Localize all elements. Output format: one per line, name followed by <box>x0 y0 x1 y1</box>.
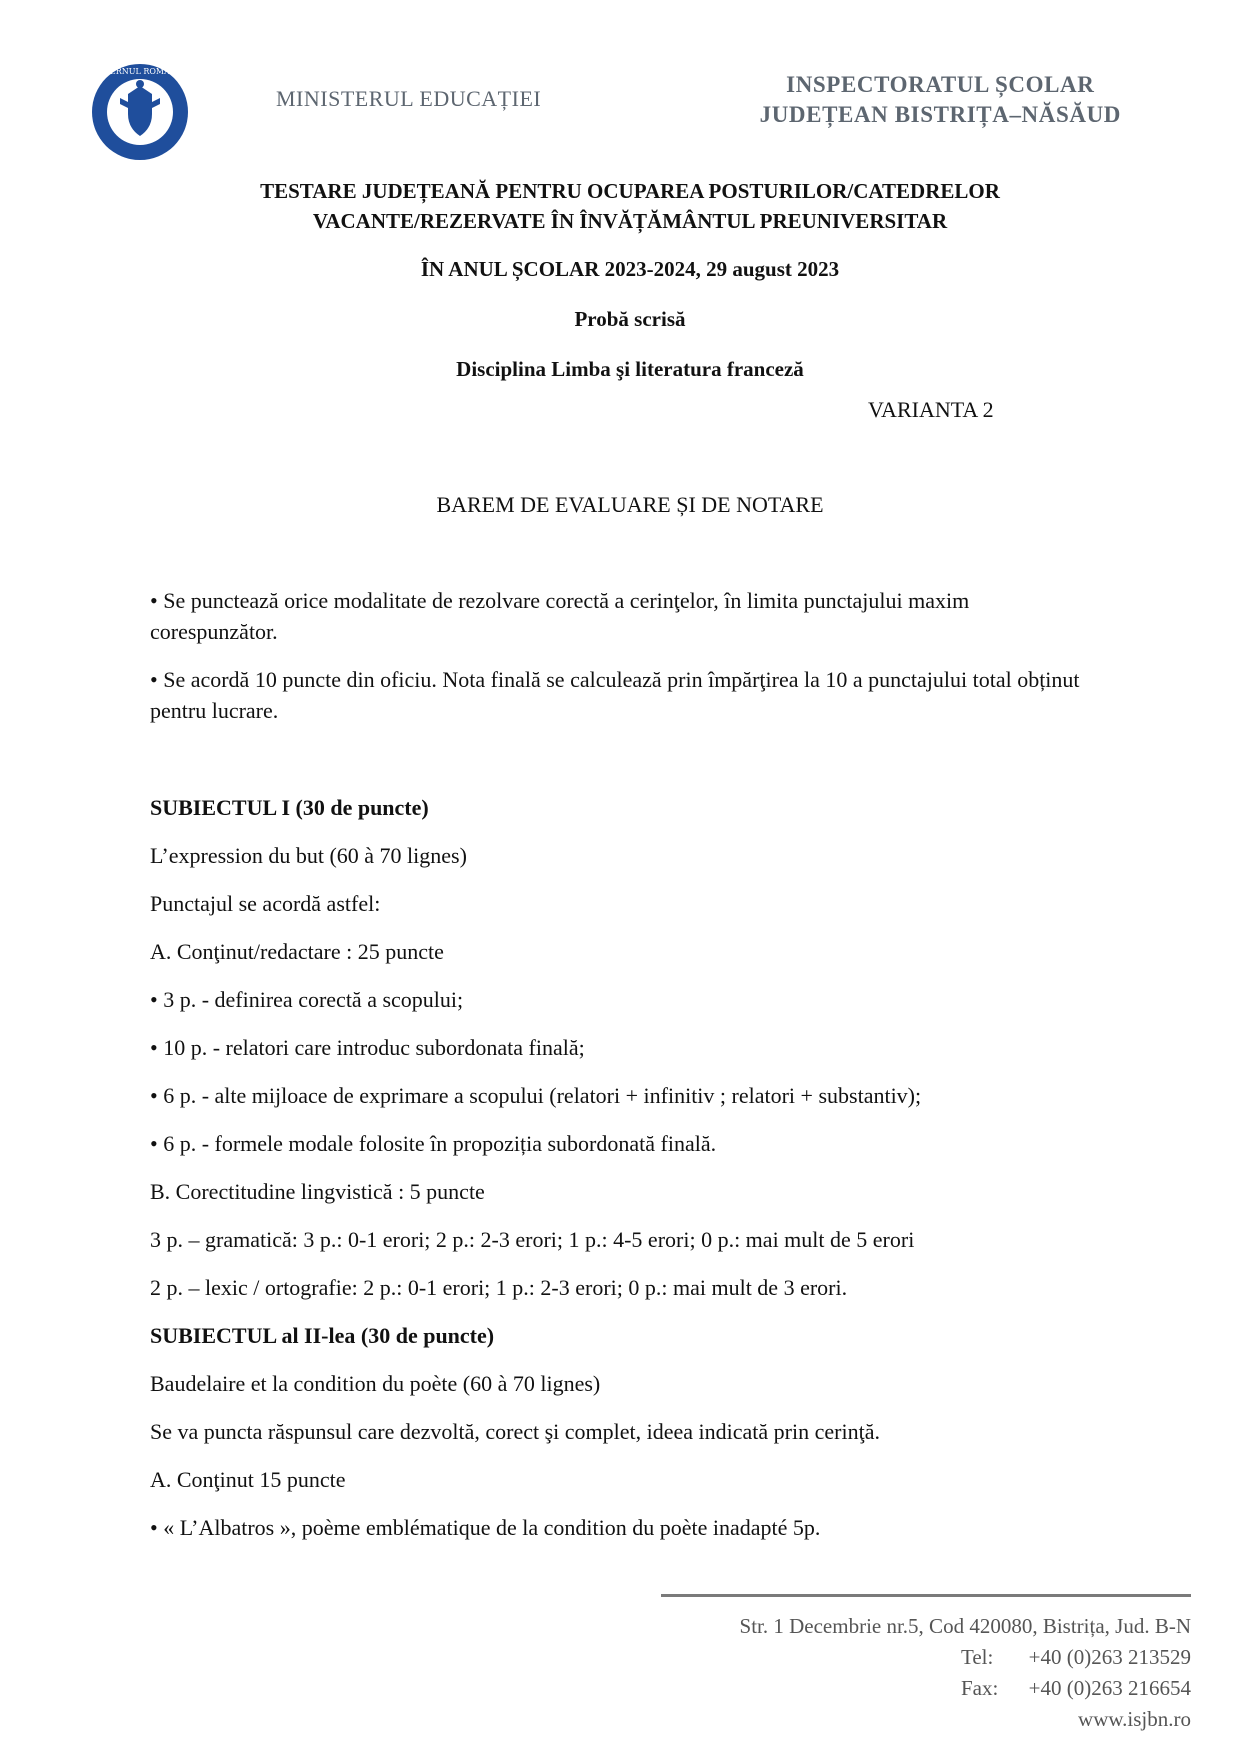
footer-address: Str. 1 Decembrie nr.5, Cod 420080, Bistrița, Jud. B-N <box>739 1614 1191 1638</box>
subject2-topic: Baudelaire et la condition du poète (60 à 70 lignes) <box>150 1371 601 1396</box>
subject1-section-b: B. Corectitudine lingvistică : 5 puncte <box>150 1179 485 1204</box>
subject1-item: • 3 p. - definirea corectă a scopului; <box>150 987 464 1012</box>
title-line1: TESTARE JUDEȚEANĂ PENTRU OCUPAREA POSTURILOR/CATEDRELOR <box>260 179 1000 203</box>
government-logo <box>90 62 190 162</box>
subject1-heading: SUBIECTUL I (30 de puncte) <box>150 795 429 820</box>
subject2-item: • « L’Albatros », poème emblématique de la condition du poète inadapté 5p. <box>150 1515 821 1540</box>
general-rule: • Se acordă 10 puncte din oficiu. Nota finală se calculează prin împărţirea la 10 a punctajului total obținut pentru lucrare. <box>150 667 1080 723</box>
subject2-note: Se va puncta răspunsul care dezvoltă, corect şi complet, ideea indicată prin cerinţă. <box>150 1419 880 1444</box>
varianta-label: VARIANTA 2 <box>868 397 994 422</box>
subject2-section-a: A. Conţinut 15 puncte <box>150 1467 346 1492</box>
coat-of-arms-icon <box>90 62 190 162</box>
subject2-heading: SUBIECTUL al II-lea (30 de puncte) <box>150 1323 495 1348</box>
subject1-item: • 6 p. - formele modale folosite în propoziția subordonată finală. <box>150 1131 717 1156</box>
subject1-b-item: 3 p. – gramatică: 3 p.: 0-1 erori; 2 p.: 2-3 erori; 1 p.: 4-5 erori; 0 p.: mai mult de 5 erori <box>150 1227 915 1252</box>
logo-ring-text: GUVERNUL ROMÂNIEI <box>90 67 190 76</box>
subject1-section-a: A. Conţinut/redactare : 25 puncte <box>150 939 444 964</box>
barem-heading: BAREM DE EVALUARE ȘI DE NOTARE <box>436 492 824 517</box>
subject1-b-item: 2 p. – lexic / ortografie: 2 p.: 0-1 erori; 1 p.: 2-3 erori; 0 p.: mai mult de 3 erori. <box>150 1275 848 1300</box>
document-body <box>150 585 1090 1543</box>
title-year-date: ÎN ANUL ȘCOLAR 2023-2024, 29 august 2023 <box>420 257 840 281</box>
subject1-item: • 6 p. - alte mijloace de exprimare a scopului (relatori + infinitiv ; relatori + substantiv); <box>150 1083 922 1108</box>
footer-website[interactable]: www.isjbn.ro <box>1078 1707 1191 1731</box>
footer-tel-label: Tel: <box>961 1645 994 1669</box>
title-line2: VACANTE/REZERVATE ÎN ÎNVĂȚĂMÂNTUL PREUNIVERSITAR <box>312 209 948 233</box>
subject1-item: • 10 p. - relatori care introduc subordonata finală; <box>150 1035 585 1060</box>
title-disciplina: Disciplina Limba şi literatura franceză <box>456 357 804 381</box>
ministry-name: MINISTERUL EDUCAȚIEI <box>276 86 542 111</box>
footer-contact <box>661 1594 1191 1735</box>
footer-tel: +40 (0)263 213529 <box>1028 1645 1191 1669</box>
footer-fax-label: Fax: <box>961 1676 999 1700</box>
footer-fax-row <box>661 1673 1191 1704</box>
inspectorat-line2: JUDEȚEAN BISTRIȚA–NĂSĂUD <box>759 102 1121 127</box>
inspectorat-line1: INSPECTORATUL ȘCOLAR <box>786 72 1095 97</box>
footer-tel-row <box>661 1642 1191 1673</box>
inspectorat-name <box>760 70 1121 130</box>
general-rule: • Se punctează orice modalitate de rezolvare corectă a cerinţelor, în limita punctajului maxim corespunzător. <box>150 588 970 644</box>
subject1-topic: L’expression du but (60 à 70 lignes) <box>150 843 467 868</box>
subject1-scoring-intro: Punctajul se acordă astfel: <box>150 891 381 916</box>
document-title <box>150 176 1110 384</box>
title-proba: Probă scrisă <box>574 307 686 331</box>
footer-fax: +40 (0)263 216654 <box>1028 1676 1191 1700</box>
